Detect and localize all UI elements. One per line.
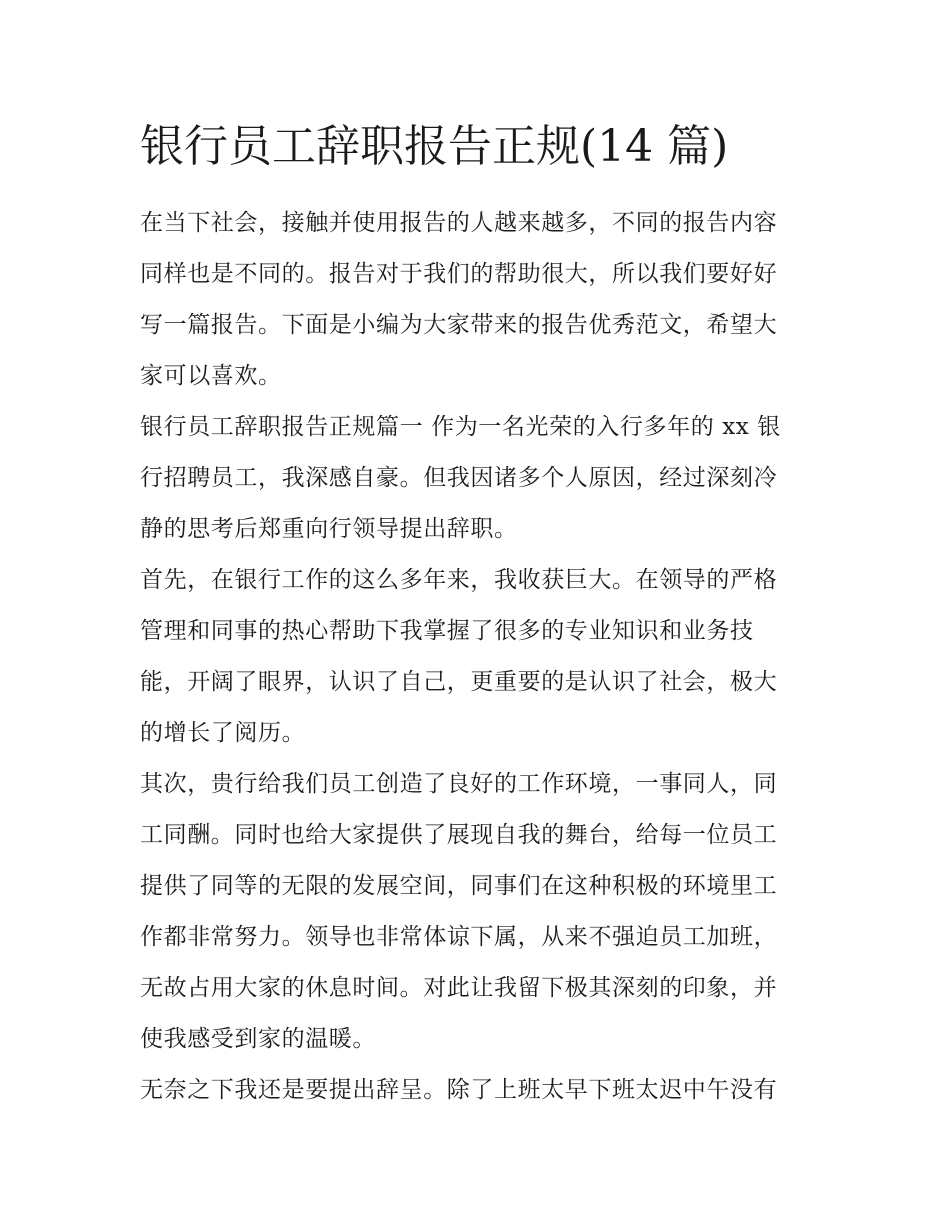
document-title: 银行员工辞职报告正规(14 篇) xyxy=(140,121,729,172)
text-line: 使我感受到家的温暖。 xyxy=(140,1026,376,1052)
text-line: 首先，在银行工作的这么多年来，我收获巨大。在领导的严格 xyxy=(140,567,778,593)
paragraph-resignation xyxy=(140,1065,812,1116)
text-line: 在当下社会，接触并使用报告的人越来越多，不同的报告内容 xyxy=(140,210,778,236)
paragraph-second xyxy=(140,759,812,1065)
paragraph-intro xyxy=(140,198,812,402)
paragraph-first xyxy=(140,555,812,759)
text-line: 其次，贵行给我们员工创造了良好的工作环境，一事同人，同 xyxy=(140,771,778,797)
text-line: 提供了同等的无限的发展空间，同事们在这种积极的环境里工 xyxy=(140,873,778,899)
text-line: 行招聘员工，我深感自豪。但我因诸多个人原因，经过深刻冷 xyxy=(140,465,778,491)
text-line: 的增长了阅历。 xyxy=(140,720,306,746)
paragraph-chapter-one xyxy=(140,402,812,555)
text-line: 无故占用大家的休息时间。对此让我留下极其深刻的印象，并 xyxy=(140,975,778,1001)
text-line: 无奈之下我还是要提出辞呈。除了上班太早下班太迟中午没有 xyxy=(140,1077,778,1103)
text-line: 写一篇报告。下面是小编为大家带来的报告优秀范文，希望大 xyxy=(140,312,778,338)
text-line: 家可以喜欢。 xyxy=(140,363,282,389)
document-page xyxy=(140,112,812,1116)
text-line: 作都非常努力。领导也非常体谅下属，从来不强迫员工加班， xyxy=(140,924,778,950)
text-line: 管理和同事的热心帮助下我掌握了很多的专业知识和业务技 xyxy=(140,618,754,644)
text-line: 静的思考后郑重向行领导提出辞职。 xyxy=(140,516,518,542)
text-line: 工同酬。同时也给大家提供了展现自我的舞台，给每一位员工 xyxy=(140,822,778,848)
text-line: 银行员工辞职报告正规篇一 作为一名光荣的入行多年的 xx 银 xyxy=(140,414,781,440)
text-line: 能，开阔了眼界，认识了自己，更重要的是认识了社会，极大 xyxy=(140,669,778,695)
text-line: 同样也是不同的。报告对于我们的帮助很大，所以我们要好好 xyxy=(140,261,778,287)
